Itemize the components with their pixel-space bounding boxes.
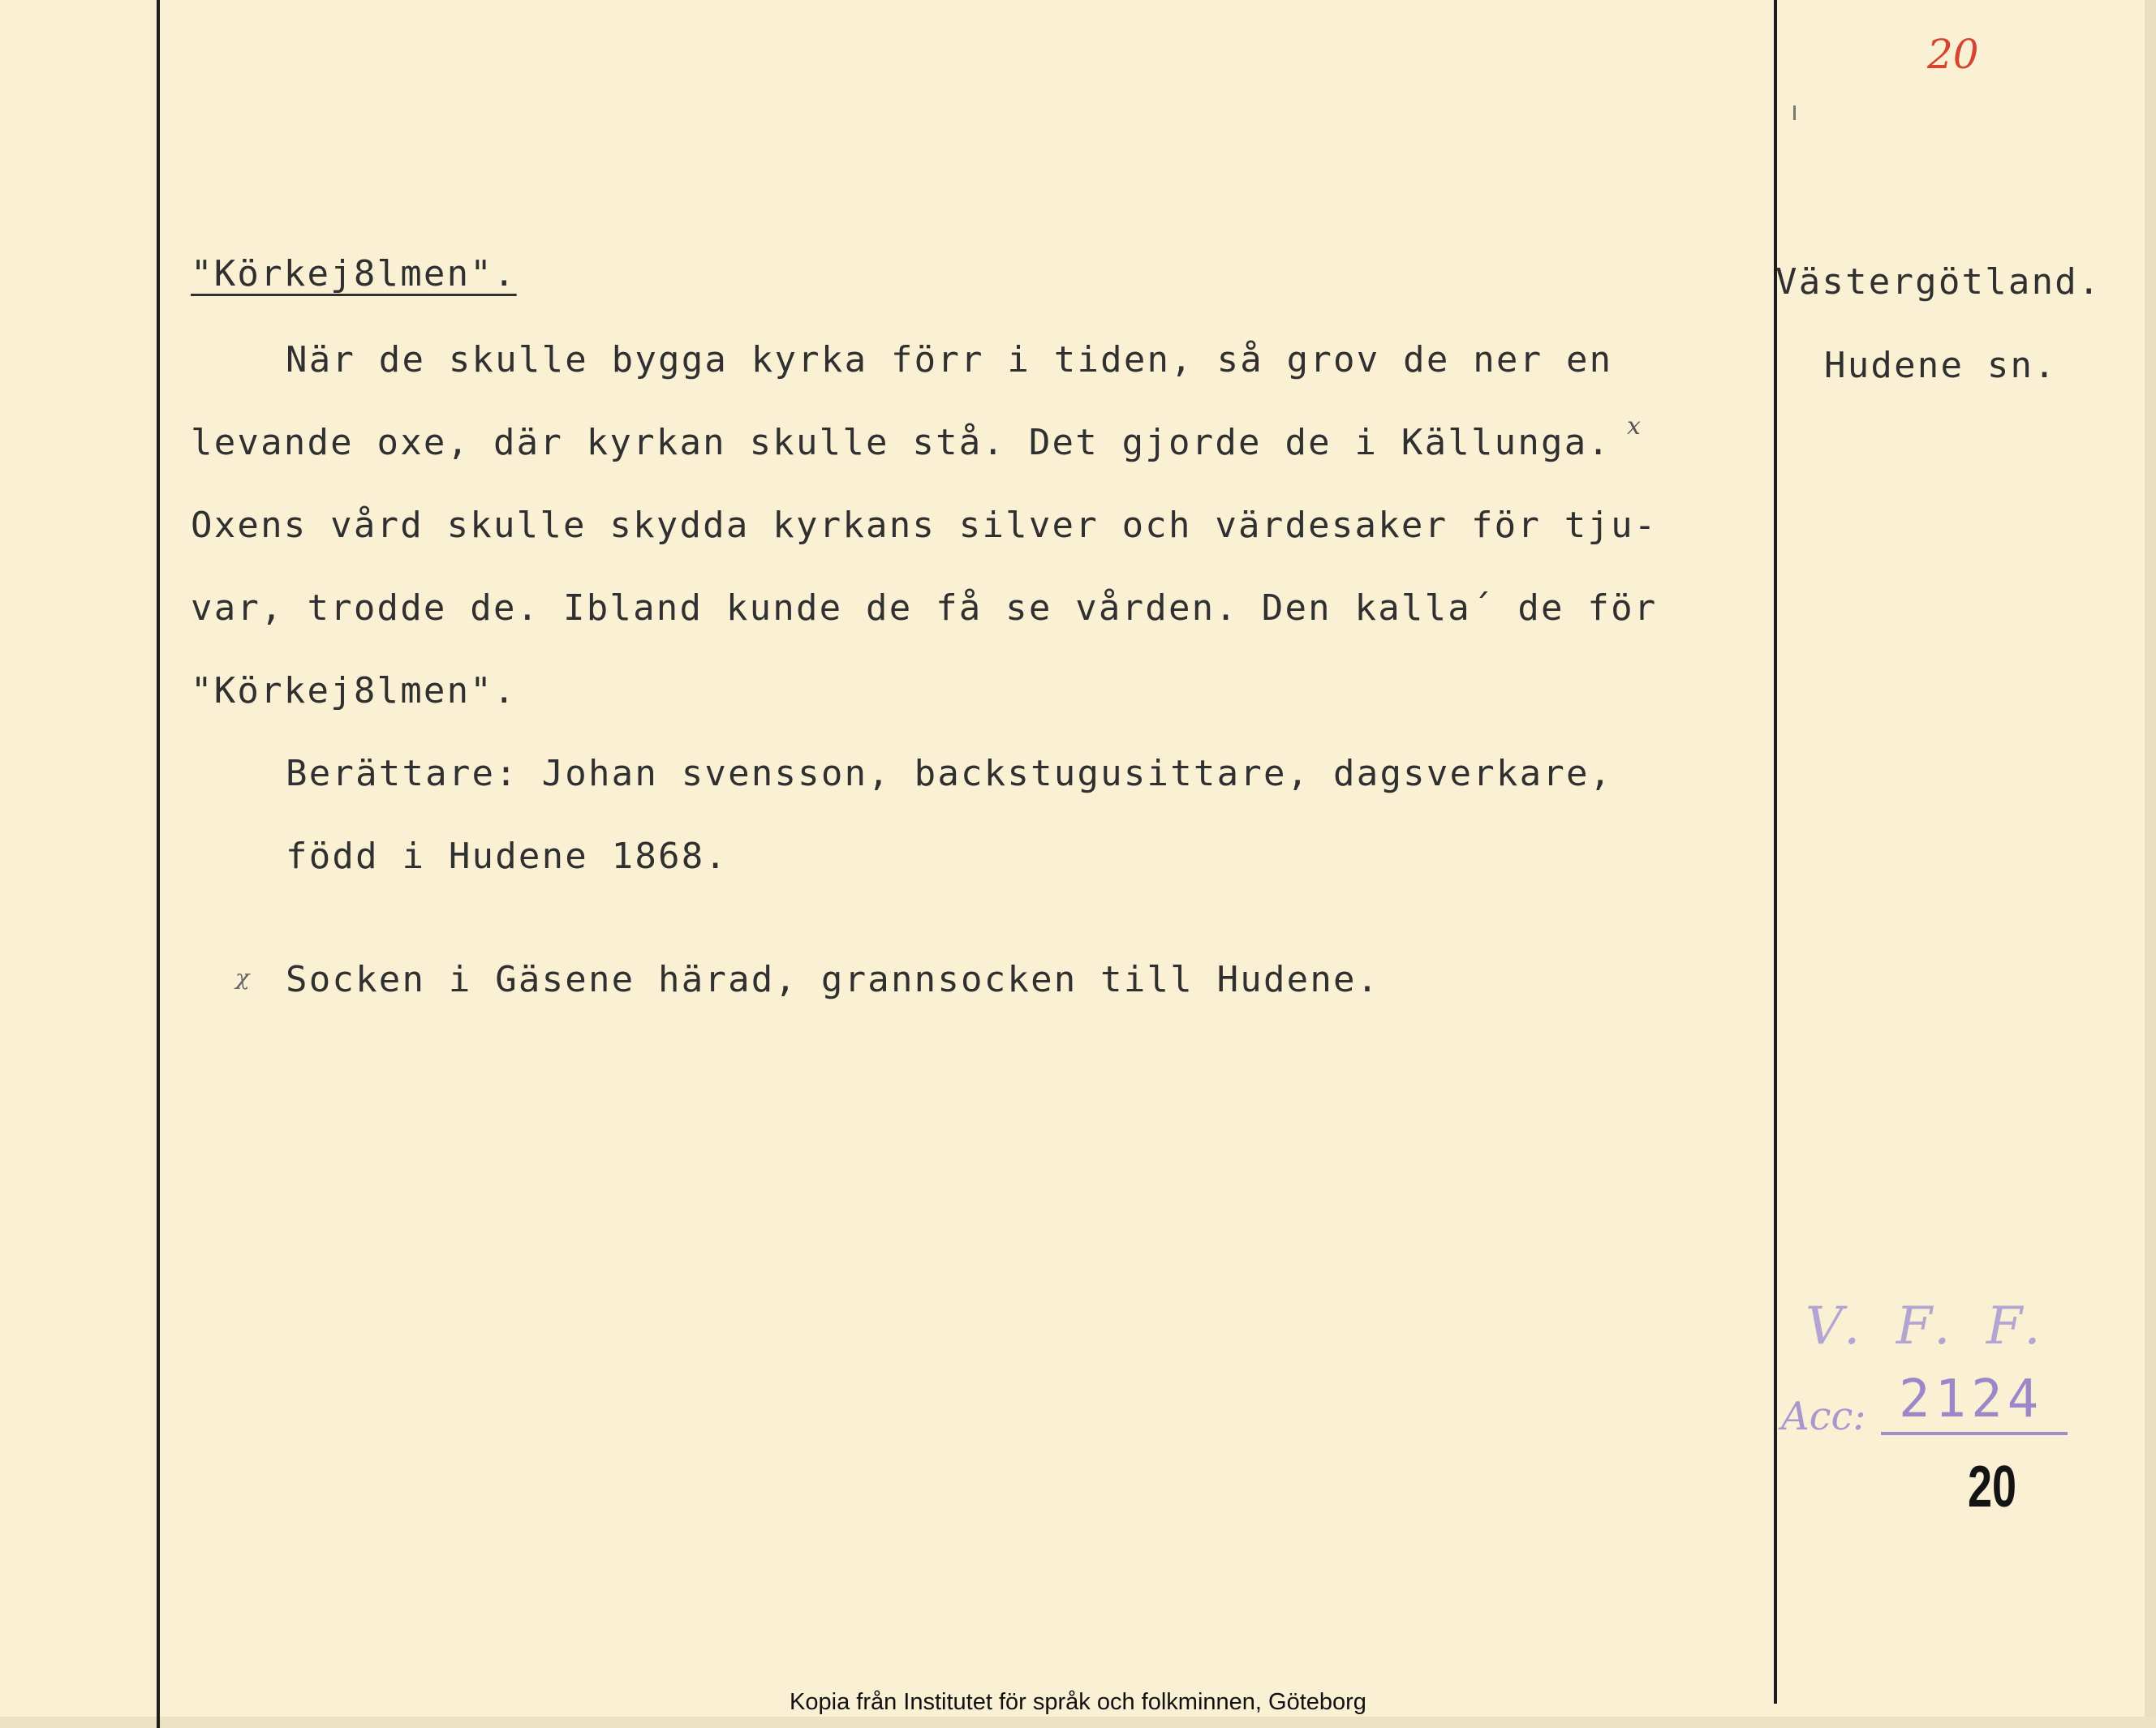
handwritten-page-number: 20 xyxy=(1927,31,1979,78)
body-line-4: var, trodde de. Ibland kunde de få se vården. Den kalla´ de för xyxy=(191,587,1658,629)
footnote-marker-handwritten: ᵡ xyxy=(235,962,250,1006)
archive-stamp-underline xyxy=(1881,1432,2068,1435)
parish-label: Hudene sn. xyxy=(1824,345,2057,386)
body-line-1: När de skulle bygga kyrka förr i tiden, så grov de ner en xyxy=(286,339,1613,380)
copy-footer: Kopia från Institutet för språk och folkminnen, Göteborg xyxy=(790,1689,1366,1715)
record-title-text: "Körkej8lmen". xyxy=(191,253,517,294)
card-edge-bottom xyxy=(0,1717,2156,1728)
right-margin-line xyxy=(1774,0,1777,1704)
pencil-tick xyxy=(1793,105,1796,120)
narrator-line-1: Berättare: Johan svensson, backstugusittare, dagsverkare, xyxy=(286,753,1613,794)
body-line-3: Oxens vård skulle skydda kyrkans silver och värdesaker för tju- xyxy=(191,505,1658,546)
left-margin-line xyxy=(157,0,160,1728)
record-title xyxy=(191,253,517,294)
footnote-marker: x xyxy=(1627,412,1641,441)
body-line-5: "Körkej8lmen". xyxy=(191,670,517,711)
card-edge-right xyxy=(2145,0,2156,1728)
archive-stamp-acc-number: 2124 xyxy=(1899,1369,2044,1429)
narrator-line-2: född i Hudene 1868. xyxy=(286,836,729,877)
archive-stamp-number: 20 xyxy=(1968,1455,2017,1520)
province-label: Västergötland. xyxy=(1775,261,2102,303)
archive-stamp-letters: V. F. F. xyxy=(1805,1296,2051,1356)
body-line-2: levande oxe, där kyrkan skulle stå. Det gjorde de i Källunga. xyxy=(191,422,1612,463)
footnote-text: Socken i Gäsene härad, grannsocken till Hudene. xyxy=(286,959,1380,1000)
archive-stamp-acc-label: Acc: xyxy=(1781,1394,1866,1439)
